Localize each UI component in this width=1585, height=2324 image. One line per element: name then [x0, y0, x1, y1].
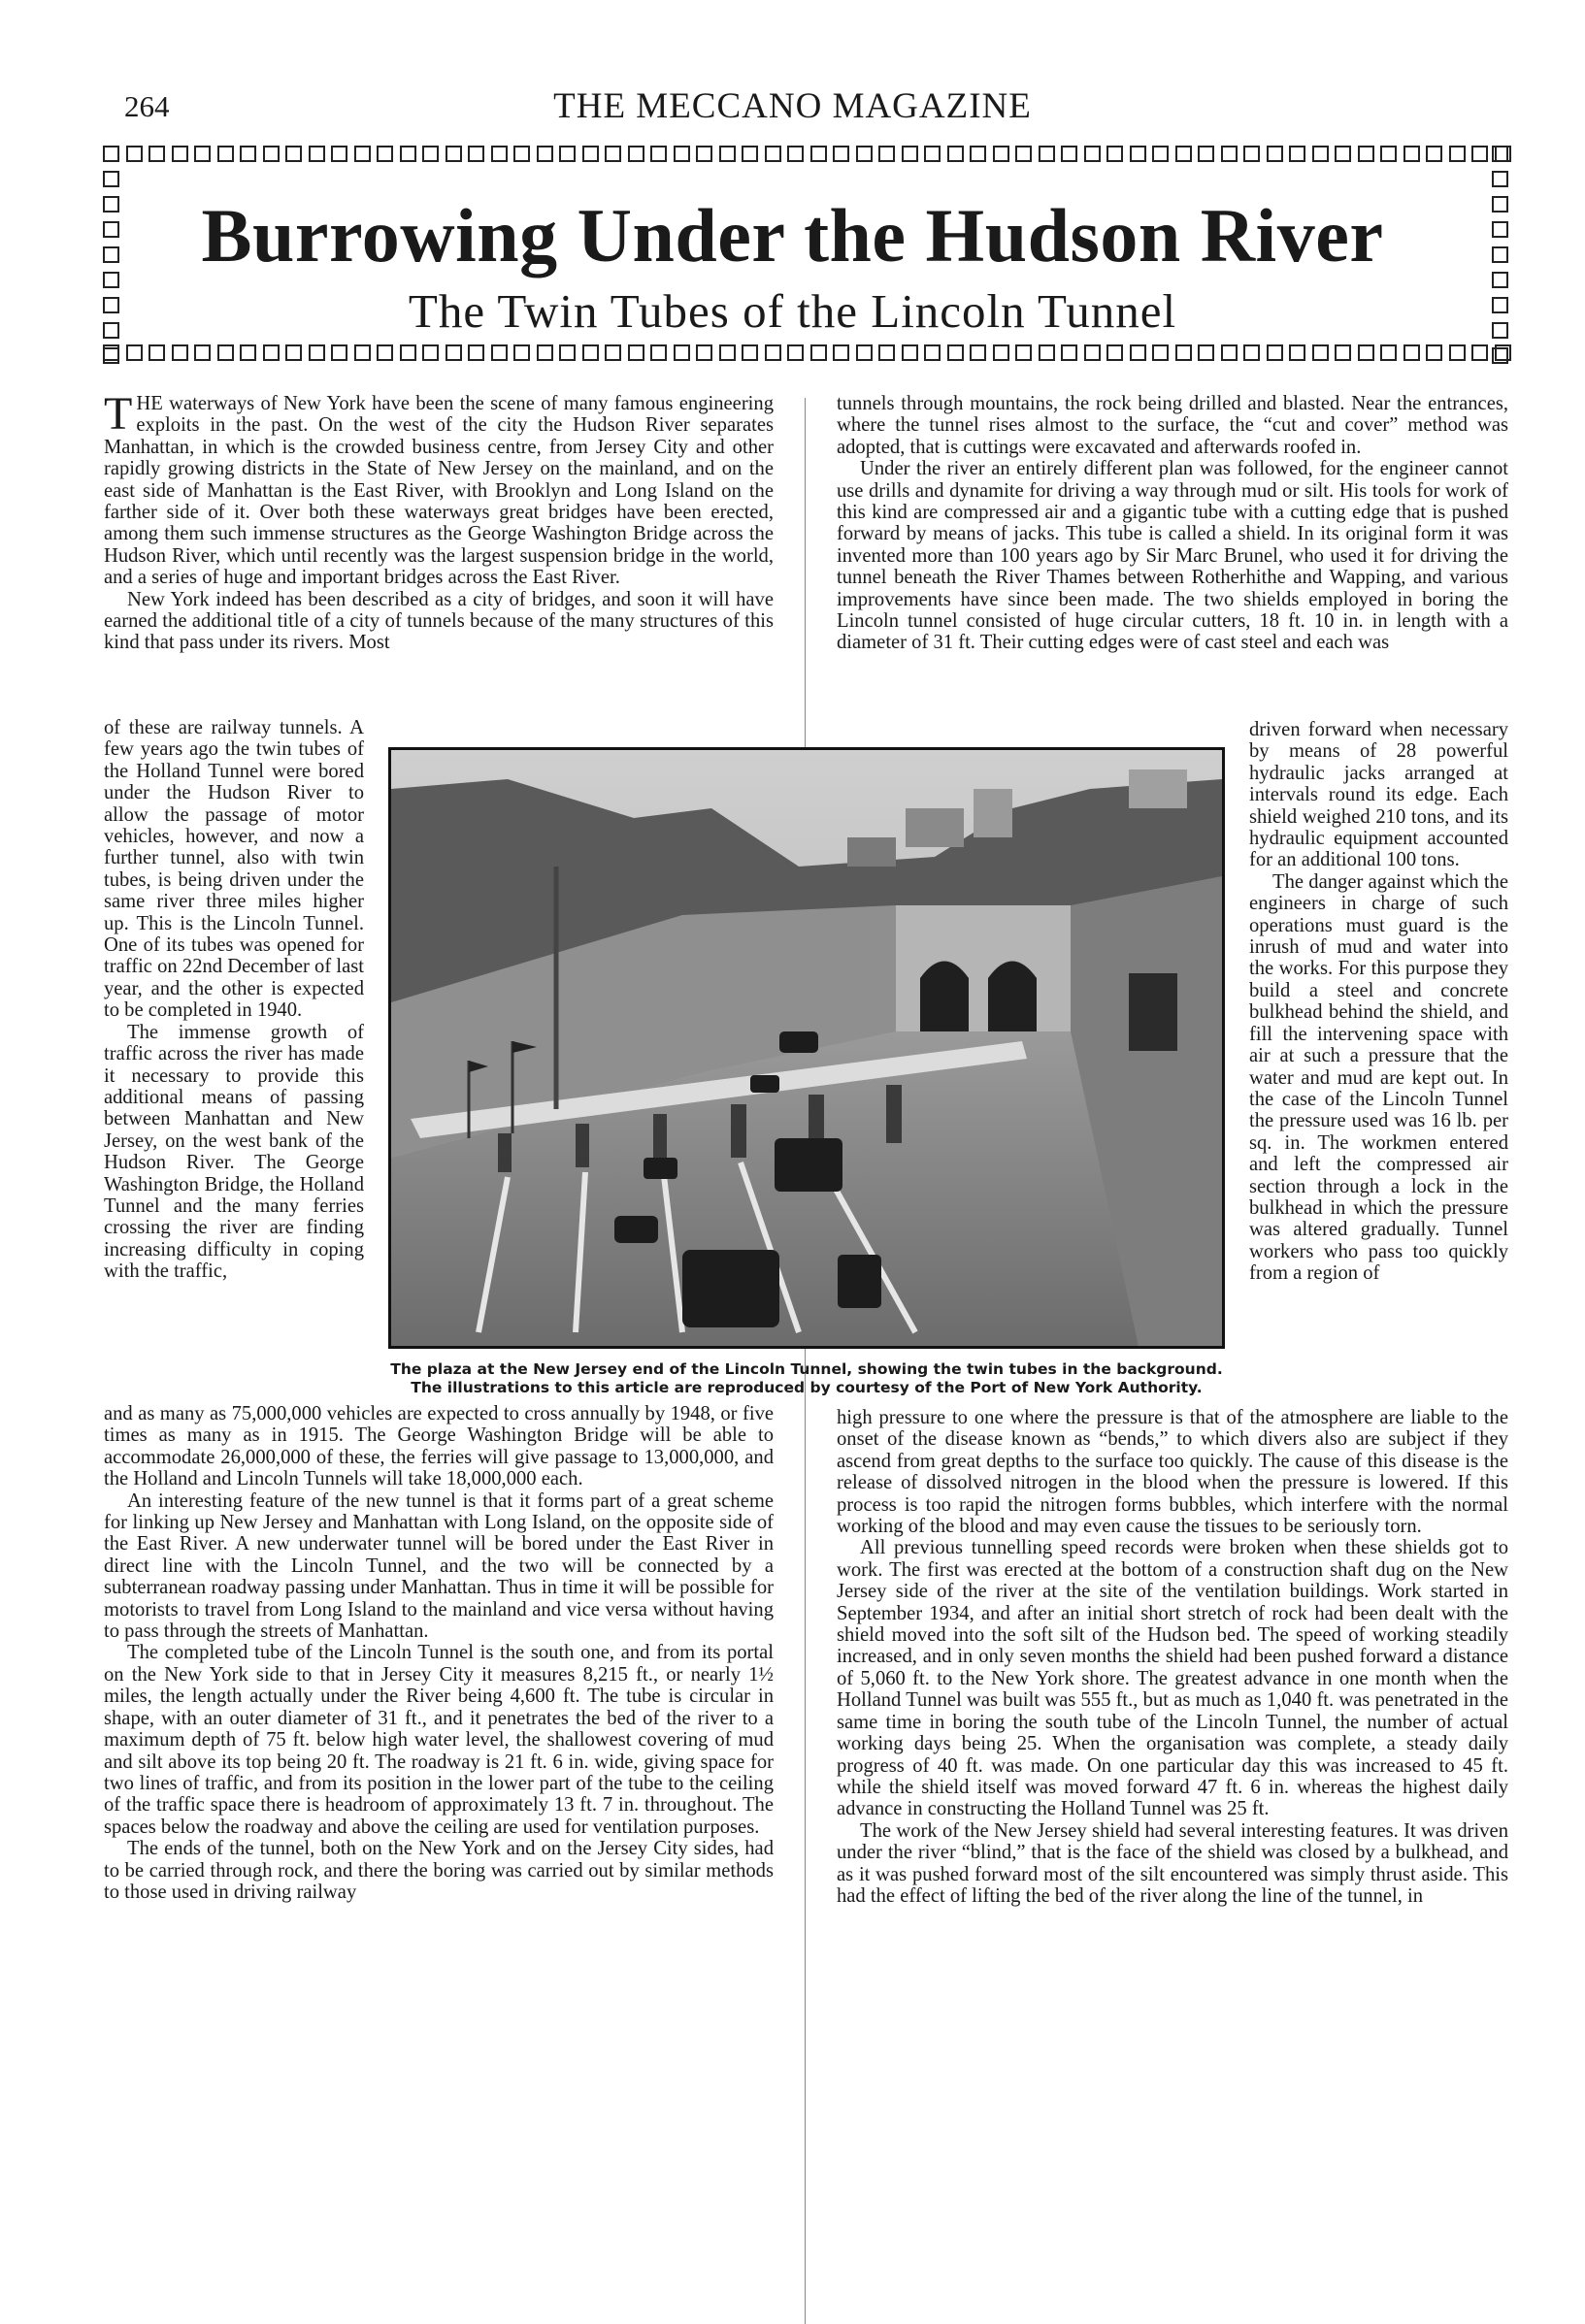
border-square — [993, 344, 1009, 361]
border-square — [172, 146, 188, 162]
border-square — [1039, 146, 1055, 162]
border-square — [1492, 146, 1508, 162]
border-square — [924, 344, 941, 361]
border-square — [628, 146, 644, 162]
border-square — [559, 146, 576, 162]
border-square — [1061, 146, 1077, 162]
border-square — [582, 344, 599, 361]
border-square — [696, 146, 712, 162]
column-2-bottom — [837, 1407, 1508, 1907]
border-square — [833, 146, 849, 162]
border-square — [765, 146, 781, 162]
border-square — [1106, 146, 1123, 162]
border-square — [970, 146, 986, 162]
tunnel-tube-right — [988, 962, 1037, 1032]
article-subtitle: The Twin Tubes of the Lincoln Tunnel — [408, 284, 1177, 338]
border-square — [993, 146, 1009, 162]
border-square — [537, 146, 553, 162]
border-square — [1267, 146, 1283, 162]
border-square — [422, 344, 439, 361]
border-square — [377, 344, 393, 361]
paragraph: tunnels through mountains, the rock being drilled and blasted. Near the entrances, where the tunnel rises almost to the surface, the “cut and cover” method was adopted, that is cuttings were excavated and afterwards roofed in. — [837, 393, 1508, 458]
border-square — [240, 146, 256, 162]
tunnel-plaza-photo — [388, 747, 1225, 1349]
border-square — [878, 146, 895, 162]
border-square — [1221, 146, 1238, 162]
border-square — [1130, 146, 1146, 162]
paragraph: driven forward when necessary by means of 28 powerful hydraulic jacks arranged at intervals round its edge. Each shield weighed 210 tons, and its hydraulic equipment accounted for an additional 100 tons. — [1249, 719, 1508, 871]
border-square — [1358, 146, 1374, 162]
paragraph: The immense growth of traffic across the river has made it necessary to provide this additional means of passing between Manhattan and New Jersey, on the west bank of the Hudson River. The George Washington Bridge, the Holland Tunnel and the many ferries crossing the river are finding increasing difficulty in coping with the traffic, — [104, 1021, 364, 1283]
border-square — [674, 344, 690, 361]
border-square — [605, 344, 621, 361]
border-square — [149, 344, 165, 361]
border-square — [1426, 344, 1442, 361]
border-square — [1449, 146, 1466, 162]
border-square — [1015, 146, 1032, 162]
article-title: Burrowing Under the Hudson River — [201, 193, 1384, 278]
border-square — [650, 344, 667, 361]
column-1-narrow — [104, 717, 364, 1283]
border-square — [172, 344, 188, 361]
column-1-bottom — [104, 1403, 774, 1903]
border-square — [1152, 146, 1169, 162]
border-square — [1403, 146, 1420, 162]
border-square — [1084, 146, 1101, 162]
border-square — [787, 146, 804, 162]
border-square — [1289, 146, 1305, 162]
border-square — [1449, 344, 1466, 361]
border-square — [149, 146, 165, 162]
border-square — [194, 344, 211, 361]
border-square — [1492, 171, 1508, 187]
paragraph: and as many as 75,000,000 vehicles are expected to cross annually by 1948, or five times as many as in 1915. The George Washington Bridge will be able to accommodate 26,000,000 of these, the ferries will give passage to 13,000,000, and the Holland and Lincoln Tunnels will take 18,000,000 each. — [104, 1403, 774, 1490]
paragraph: The completed tube of the Lincoln Tunnel is the south one, and from its portal on the New York side to that in Jersey City it measures 8,215 ft., or nearly 1½ miles, the length actually under the River being 4,600 ft. The tube is circular in shape, with an outer diameter of 31 ft., and it penetrates the bed of the river to a maximum depth of 75 ft. below high water level, the shallowest covering of mud and silt above its top being 20 ft. The roadway is 21 ft. 6 in. wide, giving space for two lines of traffic, and from its position in the lower part of the tube to the ceiling of the traffic space there is headroom of approximately 13 ft. 7 in. throughout. The spaces below the roadway and above the ceiling are used for ventilation purposes. — [104, 1642, 774, 1838]
paragraph: of these are railway tunnels. A few years ago the twin tubes of the Holland Tunnel were bored under the Hudson River to allow the passage of motor vehicles, however, and now a further tunnel, also with twin tubes, is being driven under the same river three miles higher up. This is the Lincoln Tunnel. One of its tubes was opened for traffic on 22nd December of last year, and the other is expected to be completed in 1940. — [104, 717, 364, 1022]
border-square — [765, 344, 781, 361]
border-square — [1403, 344, 1420, 361]
photo-illustration — [391, 750, 1222, 1346]
border-square — [240, 344, 256, 361]
border-square — [1084, 344, 1101, 361]
building — [847, 837, 896, 867]
border-square — [1243, 344, 1260, 361]
border-square — [491, 146, 508, 162]
border-square — [902, 146, 918, 162]
border-square — [217, 146, 234, 162]
border-square — [1492, 347, 1508, 364]
border-square — [331, 146, 347, 162]
border-square — [263, 344, 280, 361]
border-square — [947, 146, 964, 162]
border-square — [970, 344, 986, 361]
border-square — [103, 347, 119, 364]
border-square — [331, 344, 347, 361]
paragraph: New York indeed has been described as a city of bridges, and soon it will have earned the additional title of a city of tunnels because of the many structures of this kind that pass under its rivers. Most — [104, 588, 774, 654]
border-square — [1198, 146, 1214, 162]
border-square — [1380, 146, 1397, 162]
paragraph — [104, 388, 774, 589]
border-square — [1289, 344, 1305, 361]
column-2-top — [837, 393, 1508, 654]
border-square — [354, 146, 371, 162]
border-bottom-row — [103, 344, 1511, 364]
border-square — [924, 146, 941, 162]
border-square — [103, 146, 119, 162]
border-square — [1380, 344, 1397, 361]
building — [906, 808, 964, 847]
border-square — [263, 146, 280, 162]
border-square — [1061, 344, 1077, 361]
paragraph: An interesting feature of the new tunnel is that it forms part of a great scheme for linking up New Jersey and Manhattan with Long Island, on the opposite side of the East River. A new underwater tunnel will be bored under the East River in direct line with the Lincoln Tunnel, and the two will be connected by a subterranean roadway passing under Manhattan. Thus in time it will be possible for motorists to travel from Long Island to the mainland and vice versa without having to pass through the streets of Manhattan. — [104, 1489, 774, 1643]
border-square — [719, 146, 736, 162]
border-square — [513, 344, 530, 361]
border-square — [902, 344, 918, 361]
border-square — [856, 146, 873, 162]
border-square — [537, 344, 553, 361]
border-square — [742, 146, 758, 162]
border-square — [194, 146, 211, 162]
tunnel-tube-left — [920, 962, 969, 1032]
border-square — [1335, 146, 1351, 162]
border-square — [628, 344, 644, 361]
border-square — [126, 146, 143, 162]
building — [974, 789, 1012, 837]
border-square — [285, 146, 302, 162]
border-square — [103, 171, 119, 187]
border-square — [1152, 344, 1169, 361]
border-square — [1267, 344, 1283, 361]
border-top-row — [103, 146, 1511, 165]
paragraph: Under the river an entirely different plan was followed, for the engineer cannot use drills and dynamite for driving a way through mud or silt. His tools for work of this kind are compressed air and a gigantic tube with a cutting edge that is pushed forward by means of jacks. This tube is called a shield. In its original form it was invented more than 100 years ago by Sir Marc Brunel, who used it for driving the tunnel beneath the River Thames between Rotherhithe and Wapping, and various improvements have since been made. The two shields employed in boring the Lincoln tunnel consisted of huge circular cutters, 18 ft. 10 in. in length with a diameter of 31 ft. Their cutting edges were of cast steel and each was — [837, 458, 1508, 654]
border-square — [605, 146, 621, 162]
border-square — [810, 344, 827, 361]
border-square — [559, 344, 576, 361]
paragraph: The danger against which the engineers in charge of such operations must guard is the inrush of mud and water into the works. For this purpose they build a steel and concrete bulkhead behind the shield, and fill the intervening space with air at such a pressure that the water and mud are kept out. In the case of the Lincoln Tunnel the pressure used was 16 lb. per sq. in. The workmen entered and left the compressed air section through a lock in the bulkhead in which the pressure was altered gradually. Tunnel workers who pass too quickly from a region of — [1249, 870, 1508, 1285]
border-square — [491, 344, 508, 361]
border-square — [674, 146, 690, 162]
border-square — [309, 146, 325, 162]
column-2-narrow — [1249, 719, 1508, 1285]
column-1-top — [104, 388, 774, 654]
border-square — [400, 344, 416, 361]
border-square — [1175, 146, 1192, 162]
border-square — [1335, 344, 1351, 361]
border-square — [1243, 146, 1260, 162]
border-square — [1471, 146, 1488, 162]
border-square — [1198, 344, 1214, 361]
border-square — [400, 146, 416, 162]
border-square — [878, 344, 895, 361]
border-square — [810, 146, 827, 162]
border-square — [787, 344, 804, 361]
border-square — [285, 344, 302, 361]
border-square — [446, 344, 462, 361]
border-square — [468, 146, 484, 162]
border-square — [1426, 146, 1442, 162]
border-square — [1358, 344, 1374, 361]
photo-caption: The plaza at the New Jersey end of the Lincoln Tunnel, showing the twin tubes in the background. The illustrations to this article are reproduced by courtesy of the Port of New York Authority. — [390, 1360, 1223, 1396]
border-square — [1312, 146, 1329, 162]
page-number: 264 — [124, 89, 170, 123]
border-square — [742, 344, 758, 361]
border-square — [126, 344, 143, 361]
border-square — [468, 344, 484, 361]
border-square — [1221, 344, 1238, 361]
border-square — [513, 146, 530, 162]
drop-cap: T — [104, 388, 133, 440]
border-square — [696, 344, 712, 361]
border-square — [856, 344, 873, 361]
control-tower — [1129, 973, 1177, 1051]
border-square — [1130, 344, 1146, 361]
paragraph: The work of the New Jersey shield had several interesting features. It was driven under the river “blind,” that is the face of the shield was closed by a bulkhead, and as it was pushed forward most of the silt encountered was simply thrust aside. This had the effect of lifting the bed of the river along the line of the tunnel, in — [837, 1819, 1508, 1907]
border-square — [1015, 344, 1032, 361]
border-square — [1471, 344, 1488, 361]
border-square — [1175, 344, 1192, 361]
border-square — [446, 146, 462, 162]
paragraph-text: HE waterways of New York have been the scene of many famous engineering exploits in the past. On the west of the city the Hudson River separates Manhattan, in which is the crowded business centre, from Jersey City and other rapidly growing districts in the State of New Jersey on the mainland, and on the east side of Manhattan is the East River, with Brooklyn and Long Island on the farther side of it. Over both these waterways great bridges have been erected, among them such immense structures as the George Washington Bridge across the Hudson River, which until recently was the largest suspension bridge in the world, and a series of huge and important bridges across the East River. — [104, 393, 774, 589]
border-square — [377, 146, 393, 162]
border-square — [833, 344, 849, 361]
border-square — [719, 344, 736, 361]
border-square — [354, 344, 371, 361]
border-square — [1039, 344, 1055, 361]
border-square — [1312, 344, 1329, 361]
paragraph: All previous tunnelling speed records were broken when these shields got to work. The first was erected at the bottom of a construction shaft dug on the New Jersey side of the river at the site of the ventilation buildings. Work started in September 1934, and after an initial short stretch of rock had been dealt with the shield moved into the soft silt of the Hudson bed. The speed of working steadily increased, and in only seven months the shield had been pushed forward a distance of 5,060 ft. to the New York shore. The greatest advance in one month when the Holland Tunnel was built was 555 ft., but as much as 1,040 ft. was penetrated in the same time in boring the south tube of the Lincoln Tunnel, the number of actual working days being 25. When the organisation was complete, a steady daily progress of 40 ft. was made. On one particular day this was increased to 45 ft. while the shield itself was moved forward 47 ft. 6 in. whereas the highest daily advance in constructing the Holland Tunnel was 25 ft. — [837, 1537, 1508, 1820]
border-square — [422, 146, 439, 162]
magazine-title: THE MECCANO MAGAZINE — [553, 86, 1032, 126]
border-square — [947, 344, 964, 361]
building — [1129, 769, 1187, 808]
border-square — [217, 344, 234, 361]
paragraph: The ends of the tunnel, both on the New York and on the Jersey City sides, had to be carried through rock, and there the boring was carried out by similar methods to those used in driving railway — [104, 1838, 774, 1903]
border-square — [309, 344, 325, 361]
border-square — [650, 146, 667, 162]
border-square — [1106, 344, 1123, 361]
paragraph: high pressure to one where the pressure is that of the atmosphere are liable to the onset of the disease known as “bends,” to which divers also are subject if they ascend from great depths to the surface too quickly. The cause of this disease is the release of dissolved nitrogen in the blood when the pressure is lowered. If this process is too rapid the nitrogen forms bubbles, which interfere with the normal working of the blood and may even cause the tissues to be seriously torn. — [837, 1407, 1508, 1538]
border-square — [582, 146, 599, 162]
